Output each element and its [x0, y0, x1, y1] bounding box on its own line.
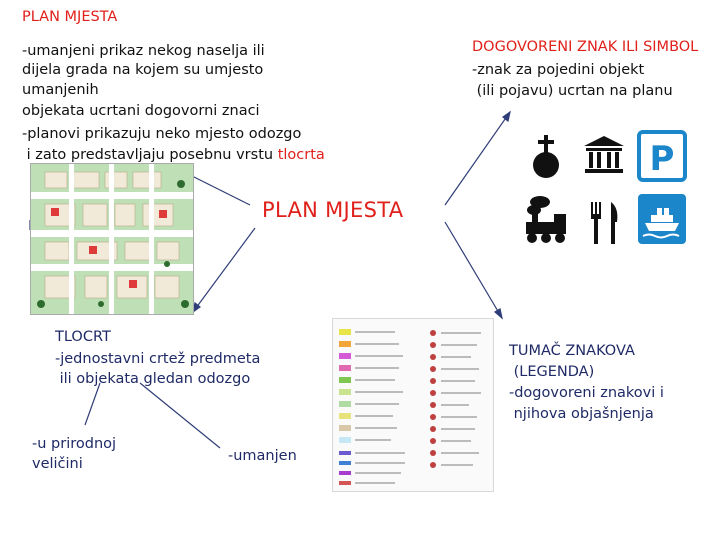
- reduced-label: -umanjen: [228, 448, 297, 464]
- legend-image: [332, 318, 494, 492]
- plan-desc-line-6-text: i zato predstavljaju posebnu vrstu: [22, 147, 278, 163]
- restaurant-icon: [585, 200, 627, 244]
- plan-desc-line-5: -planovi prikazuju neko mjesto odozgo: [22, 126, 302, 142]
- church-icon: [525, 133, 567, 177]
- plan-title: PLAN MJESTA: [22, 9, 118, 25]
- symbol-title: DOGOVORENI ZNAK ILI SIMBOL: [472, 39, 699, 55]
- symbol-desc-line-1: -znak za pojedini objekt: [472, 62, 645, 78]
- ferry-port-icon: [637, 193, 687, 245]
- symbol-desc-line-2: (ili pojavu) ucrtan na planu: [472, 83, 673, 99]
- plan-desc-line-1: -umanjeni prikaz nekog naselja ili: [22, 43, 265, 59]
- legend-title: TUMAČ ZNAKOVA: [509, 343, 635, 359]
- museum-icon: [580, 130, 628, 180]
- tlocrta-highlight: tlocrta: [277, 147, 325, 163]
- parking-icon: [637, 130, 687, 182]
- plan-desc-line-2: dijela grada na kojem su umjesto: [22, 62, 264, 78]
- natural-size-line-1: -u prirodnoj: [32, 436, 117, 452]
- legend-desc-line-2: -dogovoreni znakovi i: [509, 385, 664, 401]
- plan-desc-line-3: umanjenih: [22, 82, 99, 98]
- tlocrt-title: TLOCRT: [55, 329, 111, 345]
- svg-text:P: P: [649, 139, 675, 179]
- tlocrt-desc-line-1: -jednostavni crtež predmeta: [55, 351, 261, 367]
- legend-drawing: [333, 319, 493, 491]
- natural-size-line-2: veličini: [32, 456, 83, 472]
- legend-desc-line-3: njihova objašnjenja: [509, 406, 654, 422]
- center-label: PLAN MJESTA: [262, 198, 404, 222]
- town-plan-image: [30, 163, 194, 315]
- railway-station-icon: [520, 194, 572, 246]
- plan-desc-line-4: objekata ucrtani dogovorni znaci: [22, 103, 260, 119]
- town-plan-drawing: [31, 164, 193, 314]
- tlocrt-desc-line-2: ili objekata gledan odozgo: [55, 371, 251, 387]
- legend-desc-line-1: (LEGENDA): [509, 364, 595, 380]
